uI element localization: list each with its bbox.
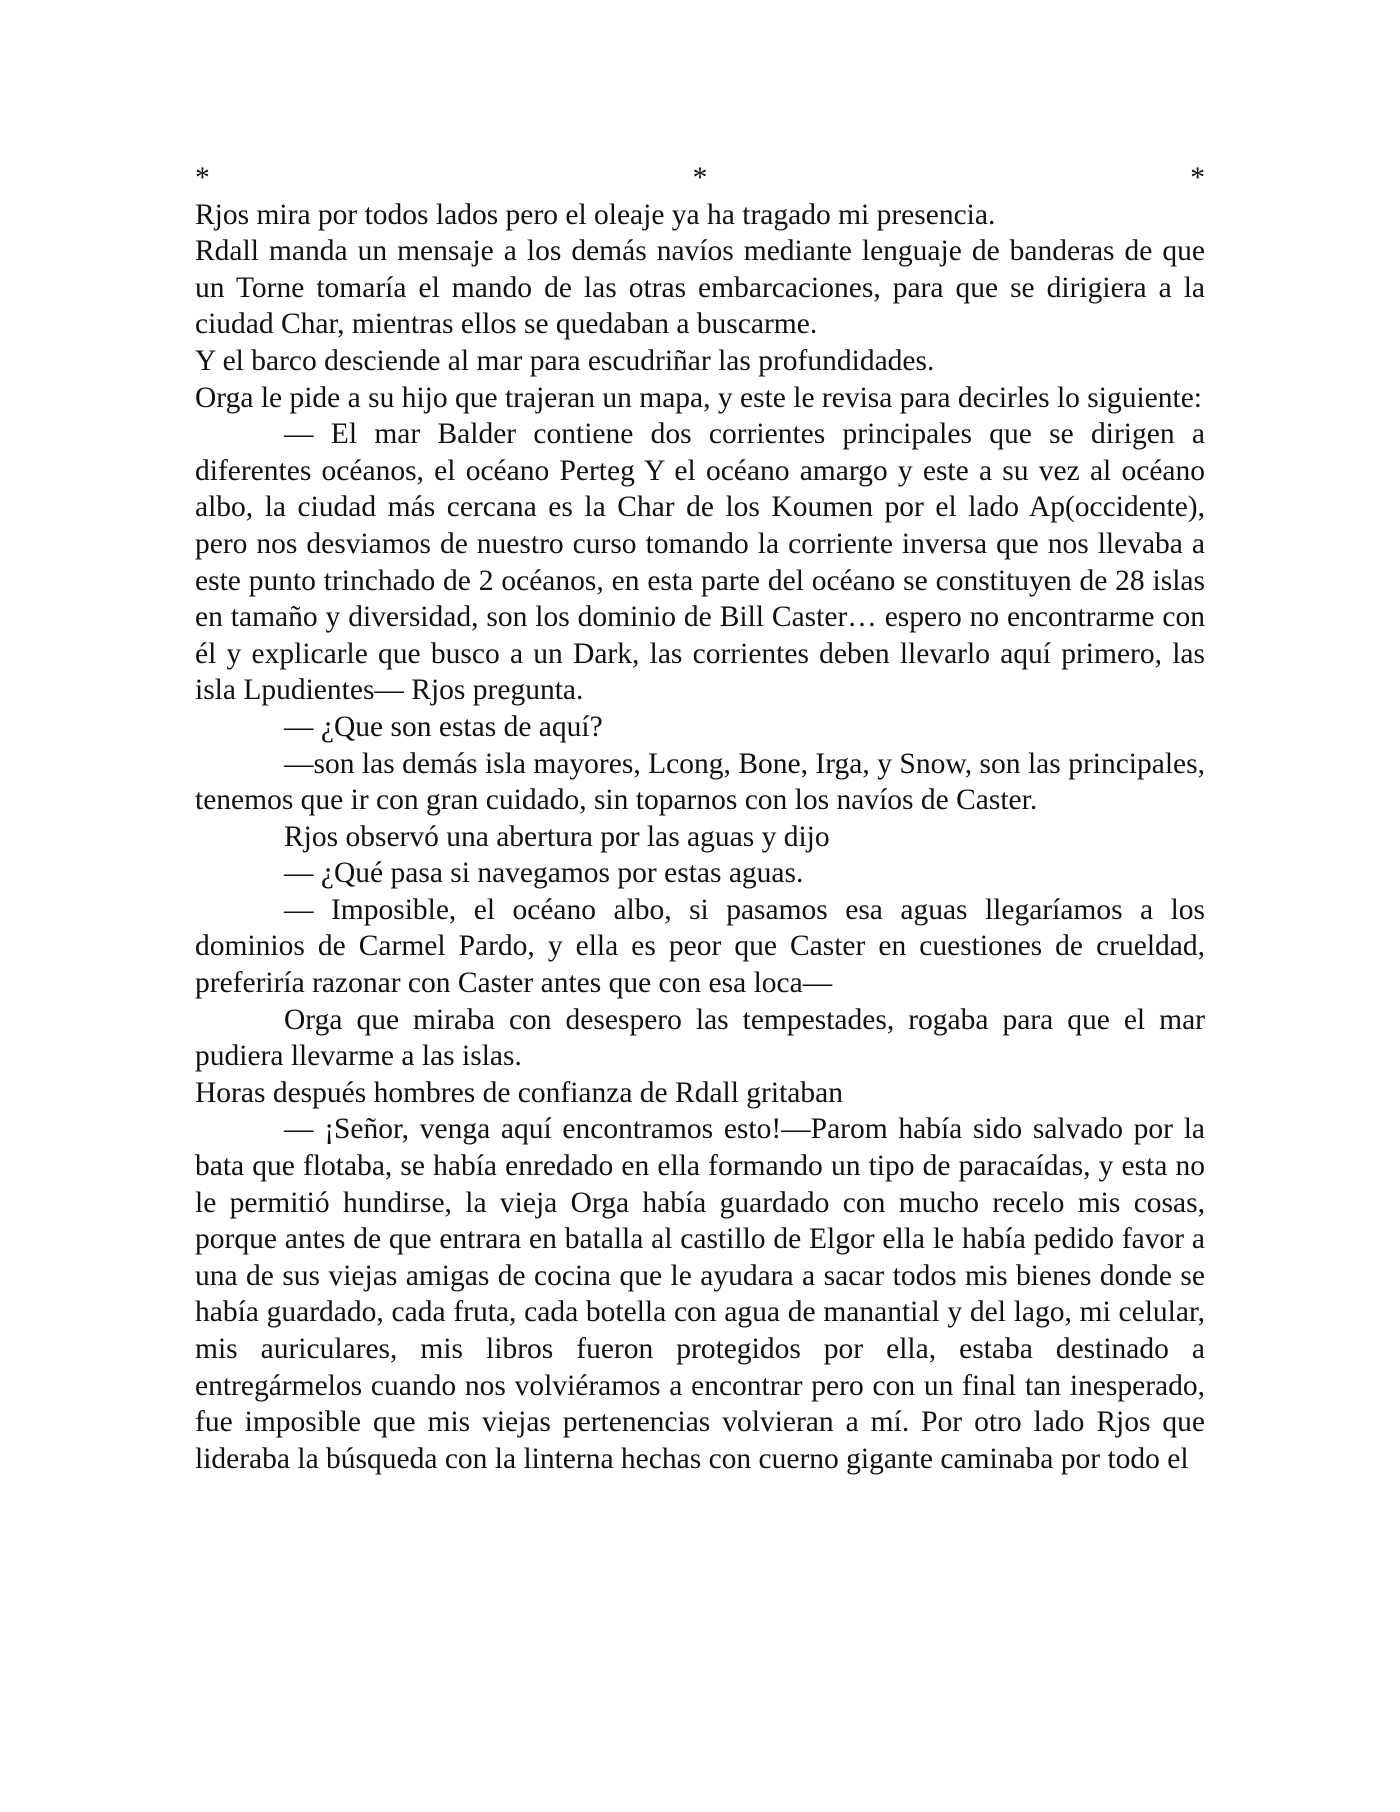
document-page xyxy=(195,160,1205,1477)
dialogue-paragraph: — ¡Señor, venga aquí encontramos esto!—Parom había sido salvado por la bata que flotaba, se había enredado en ella formando un tipo de paracaídas, y esta no le permitió hundirse, la vieja Orga había guardado con mucho recelo mis cosas, porque antes de que entrara en batalla al castillo de Elgor ella le había pedido favor a una de sus viejas amigas de cocina que le ayudara a sacar todos mis bienes donde se había guardado, cada fruta, cada botella con agua de manantial y del lago, mi celular, mis auriculares, mis libros fueron protegidos por ella, estaba destinado a entregármelos cuando nos volviéramos a encontrar pero con un final tan inesperado, fue imposible que mis viejas pertenencias volvieran a mí. Por otro lado Rjos que lideraba la búsqueda con la linterna hechas con cuerno gigante caminaba por todo el xyxy=(195,1113,1205,1475)
separator-asterisk: * xyxy=(692,162,708,194)
dialogue-paragraph: — El mar Balder contiene dos corrientes principales que se dirigen a diferentes océanos, el océano Perteg Y el océano amargo y este a su vez al océano albo, la ciudad más cercana es la Char de los Koumen por el lado Ap(occidente), pero nos desviamos de nuestro curso tomando la corriente inversa que nos llevaba a este punto trinchado de 2 océanos, en esta parte del océano se constituyen de 28 islas en tamaño y diversidad, son los dominio de Bill Caster… espero no encontrarme con él y explicarle que busco a un Dark, las corrientes deben llevarlo aquí primero, las isla Lpudientes— Rjos pregunta. xyxy=(195,418,1205,707)
dialogue-paragraph: — ¿Qué pasa si navegamos por estas aguas. xyxy=(284,857,804,890)
dialogue-paragraph: — ¿Que son estas de aquí? xyxy=(284,710,603,743)
scene-separator xyxy=(195,160,1205,197)
paragraph: Rdall manda un mensaje a los demás navíos mediante lenguaje de banderas de que un Torne tomaría el mando de las otras embarcaciones, para que se dirigiera a la ciudad Char, mientras ellos se quedaban a buscarme. xyxy=(195,235,1205,341)
dialogue-paragraph: —son las demás isla mayores, Lcong, Bone, Irga, y Snow, son las principales, tenemos que ir con gran cuidado, sin toparnos con los navíos de Caster. xyxy=(195,747,1205,817)
paragraph: Rjos observó una abertura por las aguas y dijo xyxy=(284,820,830,853)
paragraph: Horas después hombres de confianza de Rdall gritaban xyxy=(195,1076,843,1109)
separator-asterisk: * xyxy=(195,162,210,194)
dialogue-paragraph: — Imposible, el océano albo, si pasamos esa aguas llegaríamos a los dominios de Carmel Pardo, y ella es peor que Caster en cuestiones de crueldad, preferiría razonar con Caster antes que con esa loca— xyxy=(195,893,1205,1000)
paragraph: Orga le pide a su hijo que trajeran un mapa, y este le revisa para decirles lo siguiente: xyxy=(195,381,1203,414)
separator-asterisk: * xyxy=(1190,162,1205,194)
paragraph: Y el barco desciende al mar para escudriñar las profundidades. xyxy=(195,344,935,377)
paragraph: Rjos mira por todos lados pero el oleaje ya ha tragado mi presencia. xyxy=(195,198,996,231)
paragraph: Orga que miraba con desespero las tempestades, rogaba para que el mar pudiera llevarme a las islas. xyxy=(195,1003,1205,1073)
